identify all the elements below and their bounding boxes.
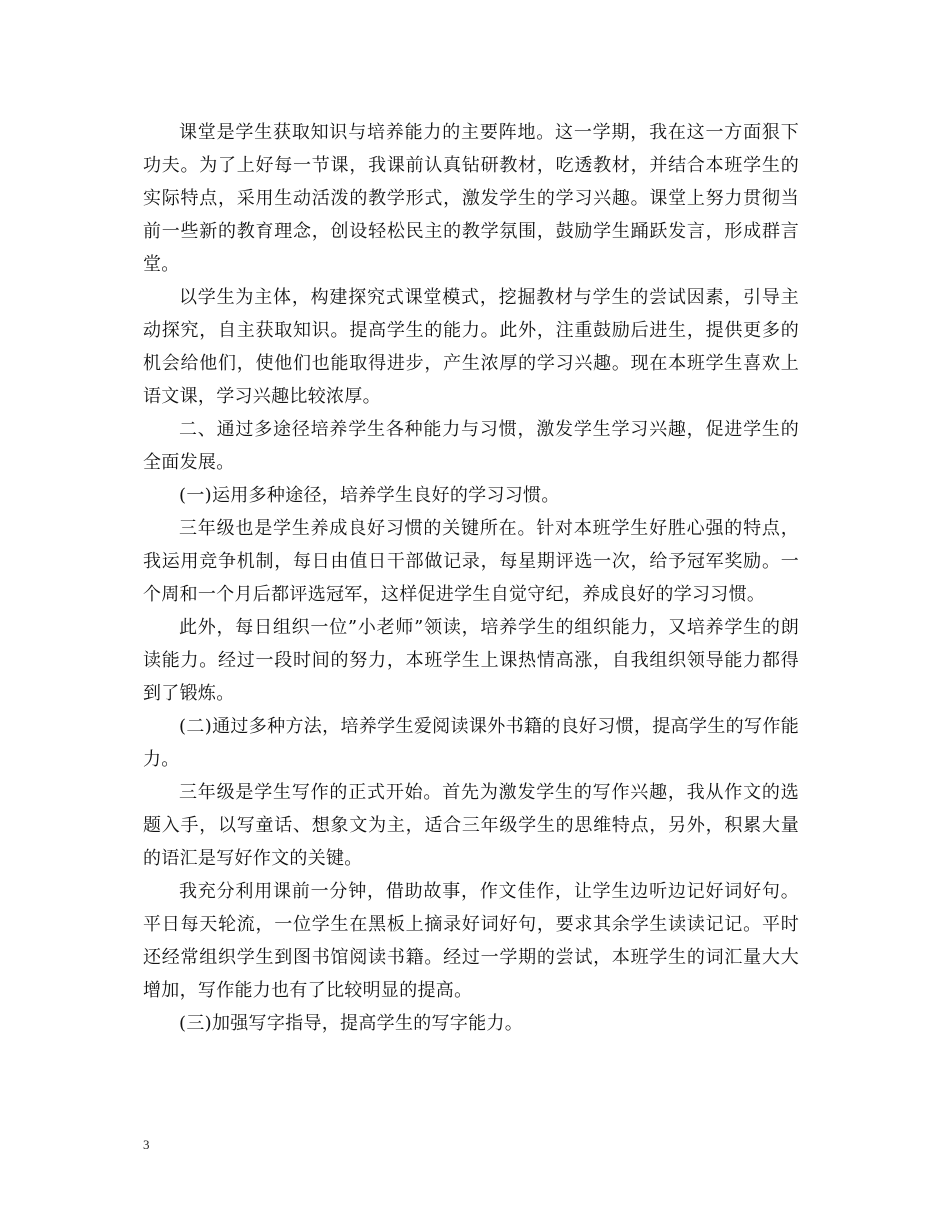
paragraph: 我充分利用课前一分钟，借助故事，作文佳作，让学生边听边记好词好句。平日每天轮流，一位学生在黑板上摘录好词好句，要求其余学生读读记记。平时还经常组织学生到图书馆阅读书籍。经过一学期的尝试，本班学生的词汇量大大增加，写作能力也有了比较明显的提高。 (143, 881, 799, 1001)
document-body (143, 116, 799, 1040)
subsection-heading: (一)运用多种途径，培养学生良好的学习习惯。 (179, 485, 560, 506)
paragraph: 课堂是学生获取知识与培养能力的主要阵地。这一学期，我在这一方面狠下功夫。为了上好每一节课，我课前认真钻研教材，吃透教材，并结合本班学生的实际特点，采用生动活泼的教学形式，激发学生的学习兴趣。课堂上努力贯彻当前一些新的教育理念，创设轻松民主的教学氛围，鼓励学生踊跃发言，形成群言堂。 (143, 122, 799, 275)
paragraph: 三年级是学生写作的正式开始。首先为激发学生的写作兴趣，我从作文的选题入手，以写童话、想象文为主，适合三年级学生的思维特点，另外，积累大量的语汇是写好作文的关键。 (143, 782, 799, 869)
page-number: 3 (143, 1137, 150, 1152)
section-heading: 二、通过多途径培养学生各种能力与习惯，激发学生学习兴趣，促进学生的全面发展。 (143, 419, 799, 473)
subsection-heading: (二)通过多种方法，培养学生爱阅读课外书籍的良好习惯，提高学生的写作能力。 (143, 716, 799, 770)
paragraph: 三年级也是学生养成良好习惯的关键所在。针对本班学生好胜心强的特点，我运用竞争机制，每日由值日干部做记录，每星期评选一次，给予冠军奖励。一个周和一个月后都评选冠军，这样促进学生自觉守纪，养成良好的学习习惯。 (143, 518, 799, 605)
paragraph: 此外，每日组织一位”小老师”领读，培养学生的组织能力，又培养学生的朗读能力。经过一段时间的努力，本班学生上课热情高涨，自我组织领导能力都得到了锻炼。 (143, 617, 799, 704)
subsection-heading: (三)加强写字指导，提高学生的写字能力。 (179, 1013, 524, 1034)
paragraph: 以学生为主体，构建探究式课堂模式，挖掘教材与学生的尝试因素，引导主动探究，自主获取知识。提高学生的能力。此外，注重鼓励后进生，提供更多的机会给他们，使他们也能取得进步，产生浓厚的学习兴趣。现在本班学生喜欢上语文课，学习兴趣比较浓厚。 (143, 287, 799, 407)
